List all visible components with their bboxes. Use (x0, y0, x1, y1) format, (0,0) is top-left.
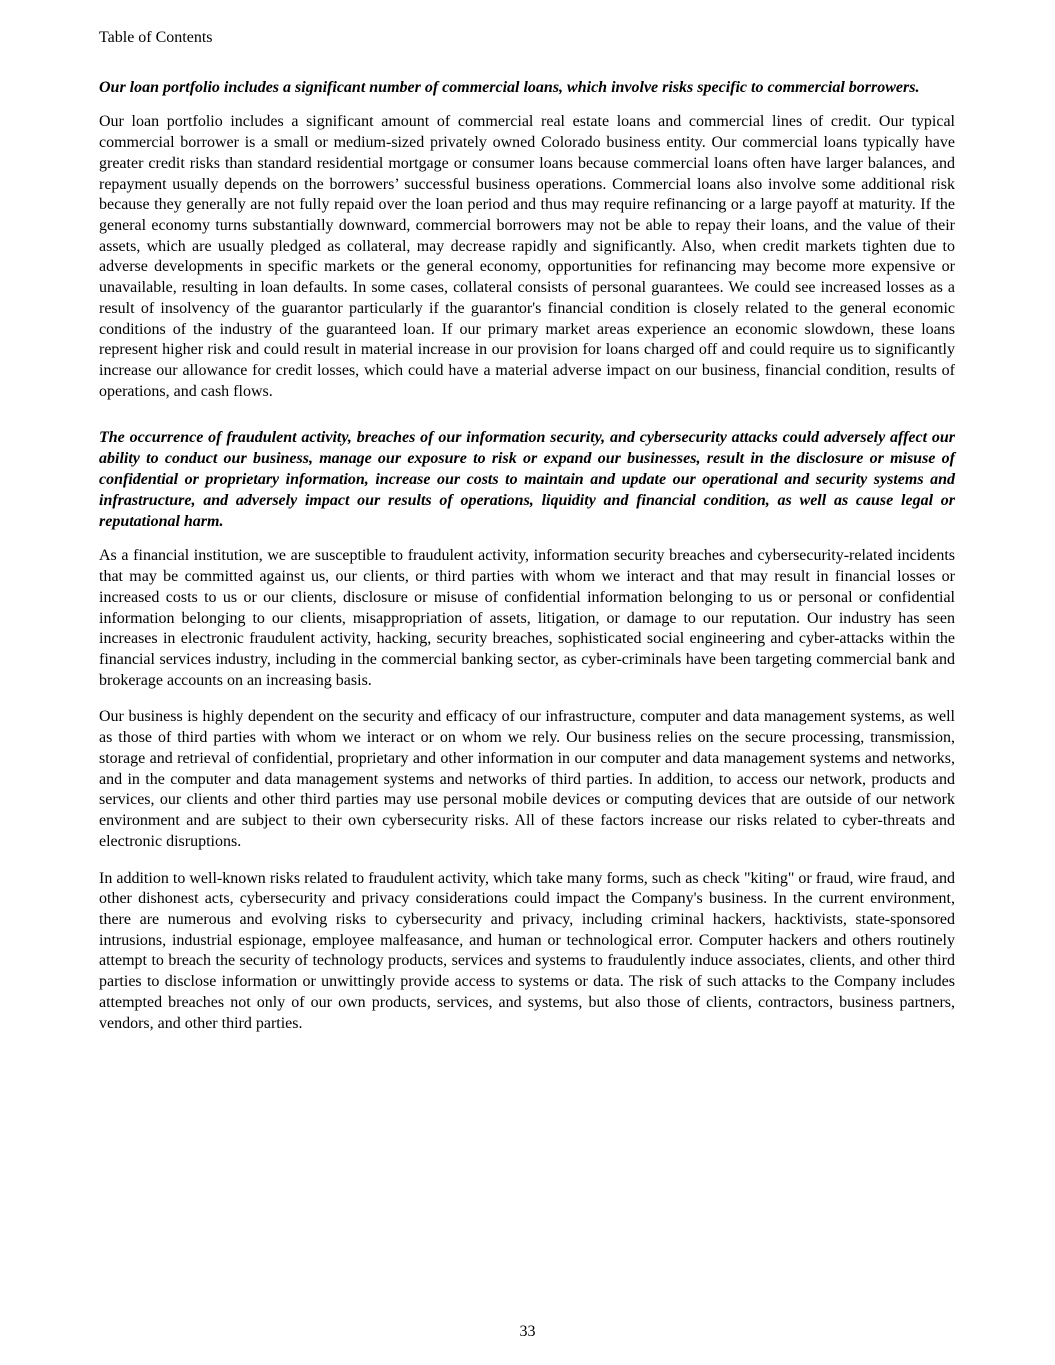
document-content (99, 29, 955, 1060)
risk-heading-commercial-loans: Our loan portfolio includes a significant number of commercial loans, which involve risks specific to commercial borrowers. (99, 78, 920, 96)
risk-section-cybersecurity (99, 428, 955, 1034)
table-of-contents-link[interactable]: Table of Contents (99, 29, 213, 46)
paragraph-cybersecurity-2: Our business is highly dependent on the security and efficacy of our infrastructure, computer and data management systems, as well as those of third parties with whom we interact or on whom we rely. Our business relies on the secure processing, transmission, storage and retrieval of confidential, proprietary and other information in our computer and data management systems and networks, and in the computer and data management systems and networks of third parties. In addition, to access our network, products and services, our clients and other third parties may use personal mobile devices or computing devices that are outside of our network environment and are subject to their own cybersecurity risks. All of these factors increase our risks related to cyber-threats and electronic disruptions. (99, 708, 955, 850)
risk-heading-cybersecurity: The occurrence of fraudulent activity, breaches of our information security, and cybersecurity attacks could adversely affect our ability to conduct our business, manage our exposure to risk or expand our businesses, result in the disclosure or misuse of confidential or proprietary information, increase our costs to maintain and update our operational and security systems and infrastructure, and adversely impact our results of operations, liquidity and financial condition, as well as cause legal or reputational harm. (99, 429, 955, 530)
paragraph-cybersecurity-1: As a financial institution, we are susceptible to fraudulent activity, information security breaches and cybersecurity-related incidents that may be committed against us, our clients, or third parties with whom we interact and that may result in financial losses or increased costs to us or our clients, disclosure or misuse of confidential information belonging to us or personal or confidential information belonging to our clients, misappropriation of assets, litigation, or damage to our reputation. Our industry has seen increases in electronic fraudulent activity, hacking, security breaches, sophisticated social engineering and cyber-attacks within the financial services industry, including in the commercial banking sector, as cyber-criminals have been targeting commercial bank and brokerage accounts on an increasing basis. (99, 547, 955, 689)
risk-section-commercial-loans (99, 78, 955, 403)
paragraph-commercial-loans-1: Our loan portfolio includes a significant amount of commercial real estate loans and commercial lines of credit. Our typical commercial borrower is a small or medium-sized privately owned Colorado business entity. Our commercial loans typically have greater credit risks than standard residential mortgage or consumer loans because commercial loans often have larger balances, and repayment usually depends on the borrowers’ successful business operations. Commercial loans also involve some additional risk because they generally are not fully repaid over the loan period and thus may require refinancing or a large payoff at maturity. If the general economy turns substantially downward, commercial borrowers may not be able to repay their loans, and the value of their assets, which are usually pledged as collateral, may decrease rapidly and significantly. Also, when credit markets tighten due to adverse developments in specific markets or the general economy, opportunities for refinancing may become more expensive or unavailable, resulting in loan defaults. In some cases, collateral consists of personal guarantees. We could see increased losses as a result of insolvency of the guarantor particularly if the guarantor's financial condition is closely related to the general economic conditions of the industry of the guaranteed loan. If our primary market areas experience an economic slowdown, these loans represent higher risk and could result in material increase in our provision for loans charged off and could require us to significantly increase our allowance for credit losses, which could have a material adverse impact on our business, financial condition, results of operations, and cash flows. (99, 113, 955, 400)
paragraph-cybersecurity-3: In addition to well-known risks related to fraudulent activity, which take many forms, such as check "kiting" or fraud, wire fraud, and other dishonest acts, cybersecurity and privacy considerations could impact the Company's business. In the current environment, there are numerous and evolving risks to cybersecurity and privacy, including criminal hackers, hacktivists, state-sponsored intrusions, industrial espionage, employee malfeasance, and human or technological error. Computer hackers and others routinely attempt to breach the security of technology products, services and systems to fraudulently induce associates, clients, and other third parties to disclose information or unwittingly provide access to systems or data. The risk of such attacks to the Company includes attempted breaches not only of our own products, services, and systems, but also those of clients, contractors, business partners, vendors, and other third parties. (99, 869, 955, 1032)
page-number: 33 (519, 1323, 536, 1340)
